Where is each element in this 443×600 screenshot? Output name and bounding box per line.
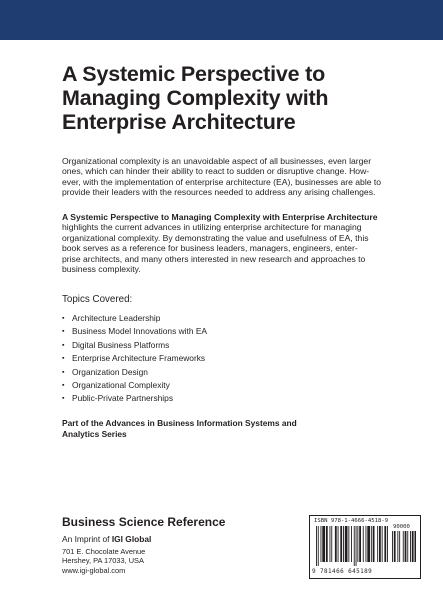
description-book-title: A Systemic Perspective to Managing Complexity with Enterprise Architecture xyxy=(62,212,378,222)
bullet-icon: ▪ xyxy=(62,315,65,322)
barcode-bar xyxy=(405,531,407,562)
description-line: organizational complexity. By demonstrating the value and usefulness of EA, this xyxy=(62,232,369,243)
barcode-bar xyxy=(326,526,328,562)
title-line: A Systemic Perspective to xyxy=(62,62,326,86)
barcode-bar xyxy=(377,526,378,562)
topics-list xyxy=(62,312,207,406)
intro-line: ones, which can hinder their ability to react to sudden or disruptive change. How- xyxy=(62,166,370,177)
barcode-bar xyxy=(403,531,404,562)
topic-label: Architecture Leadership xyxy=(72,313,161,323)
barcode-bar xyxy=(322,526,325,562)
intro-paragraph xyxy=(62,156,384,198)
barcode-digits: 9 781466 645189 xyxy=(312,568,373,575)
topic-item xyxy=(62,366,207,379)
title-line: Managing Complexity with xyxy=(62,86,329,110)
book-title xyxy=(62,62,402,134)
top-color-band xyxy=(0,0,443,40)
barcode-bar xyxy=(392,531,393,562)
imprint-name: IGI Global xyxy=(111,534,152,544)
barcode-bar xyxy=(330,526,331,562)
topics-heading: Topics Covered: xyxy=(62,294,133,305)
intro-line: Organizational complexity is an unavoidable aspect of all businesses, even larger xyxy=(62,156,372,166)
barcode-bar xyxy=(367,526,370,562)
topic-item xyxy=(62,339,207,352)
topic-label: Organization Design xyxy=(72,366,148,377)
isbn-label: ISBN 978-1-4666-4518-9 xyxy=(314,518,389,524)
series-note xyxy=(62,418,362,440)
bullet-icon: ▪ xyxy=(62,382,65,390)
barcode-bar xyxy=(384,526,386,562)
barcode-bar xyxy=(321,526,322,562)
barcode-bar xyxy=(371,526,372,562)
barcode-bar xyxy=(407,531,408,562)
barcode-bar xyxy=(373,526,375,562)
bullet-icon: ▪ xyxy=(62,341,65,349)
address-line: 701 E. Chocolate Avenue xyxy=(62,547,146,556)
barcode-bar xyxy=(399,531,400,562)
series-line: Analytics Series xyxy=(62,429,127,439)
bullet-icon: ▪ xyxy=(62,368,65,376)
publisher-name: Business Science Reference xyxy=(62,515,226,529)
description-line: business complexity. xyxy=(62,264,141,275)
description-line: highlights the current advances in utilizing enterprise architecture for managing xyxy=(62,222,362,233)
barcode-bar xyxy=(357,526,358,562)
topic-label: Digital Business Platforms xyxy=(72,339,170,350)
barcode-bar xyxy=(318,526,319,566)
price-code: 90000 xyxy=(393,524,410,530)
barcode-bar xyxy=(363,526,364,562)
bullet-icon: ▪ xyxy=(62,355,65,363)
barcode-bar xyxy=(359,526,361,562)
description-line: prise architects, and many others interested in new research and approaches to xyxy=(62,253,366,264)
topic-label: Business Model Innovations with EA xyxy=(72,326,208,337)
bullet-icon: ▪ xyxy=(62,328,65,336)
description-line: book serves as a reference for business leaders, managers, engineers, enter- xyxy=(62,243,358,254)
title-line: Enterprise Architecture xyxy=(62,110,296,134)
barcode-bar xyxy=(415,531,417,562)
barcode-bar xyxy=(354,526,355,566)
barcode-bar xyxy=(348,526,349,562)
barcode-bar xyxy=(387,526,388,562)
barcode-bar xyxy=(331,526,332,562)
barcode-addon-bars-icon xyxy=(392,531,416,566)
topic-label: Enterprise Architecture Frameworks xyxy=(72,353,206,364)
bullet-icon: ▪ xyxy=(62,395,65,403)
barcode-bar xyxy=(340,526,342,562)
intro-line: ever, with the implementation of enterprise architecture (EA), businesses are able to xyxy=(62,176,382,187)
barcode-bar xyxy=(338,526,339,562)
imprint-prefix: An Imprint of xyxy=(62,534,112,544)
barcode-bar xyxy=(379,526,381,562)
topic-label: Organizational Complexity xyxy=(72,380,170,391)
barcode-bar xyxy=(343,526,344,562)
barcode-bar xyxy=(351,526,352,562)
barcode-bar xyxy=(410,531,411,562)
barcode-bar xyxy=(412,531,414,562)
topic-label: Public-Private Partnerships xyxy=(72,393,174,404)
barcode-bar xyxy=(335,526,337,562)
description-paragraph xyxy=(62,212,384,274)
address-line: Hershey, PA 17033, USA xyxy=(62,556,144,566)
topic-item xyxy=(62,325,207,338)
series-line: Part of the Advances in Business Information Systems and xyxy=(62,418,297,428)
barcode-bars-icon xyxy=(316,526,388,566)
intro-line: provide their leaders with the resources needed to address any arising challenges. xyxy=(62,187,376,198)
barcode-bar xyxy=(382,526,383,562)
barcode-bar xyxy=(397,531,398,562)
publisher-address xyxy=(62,547,145,575)
topic-item xyxy=(62,312,207,325)
barcode-bar xyxy=(366,526,367,562)
topic-item xyxy=(62,392,207,405)
barcode-bar xyxy=(356,526,357,566)
barcode-bar xyxy=(345,526,348,562)
barcode-bar xyxy=(316,526,317,566)
imprint-line xyxy=(62,534,151,544)
barcode xyxy=(309,515,421,579)
topic-item xyxy=(62,379,207,392)
address-line[interactable]: www.igi-global.com xyxy=(62,565,126,575)
topic-item xyxy=(62,352,207,365)
barcode-bar xyxy=(394,531,396,562)
